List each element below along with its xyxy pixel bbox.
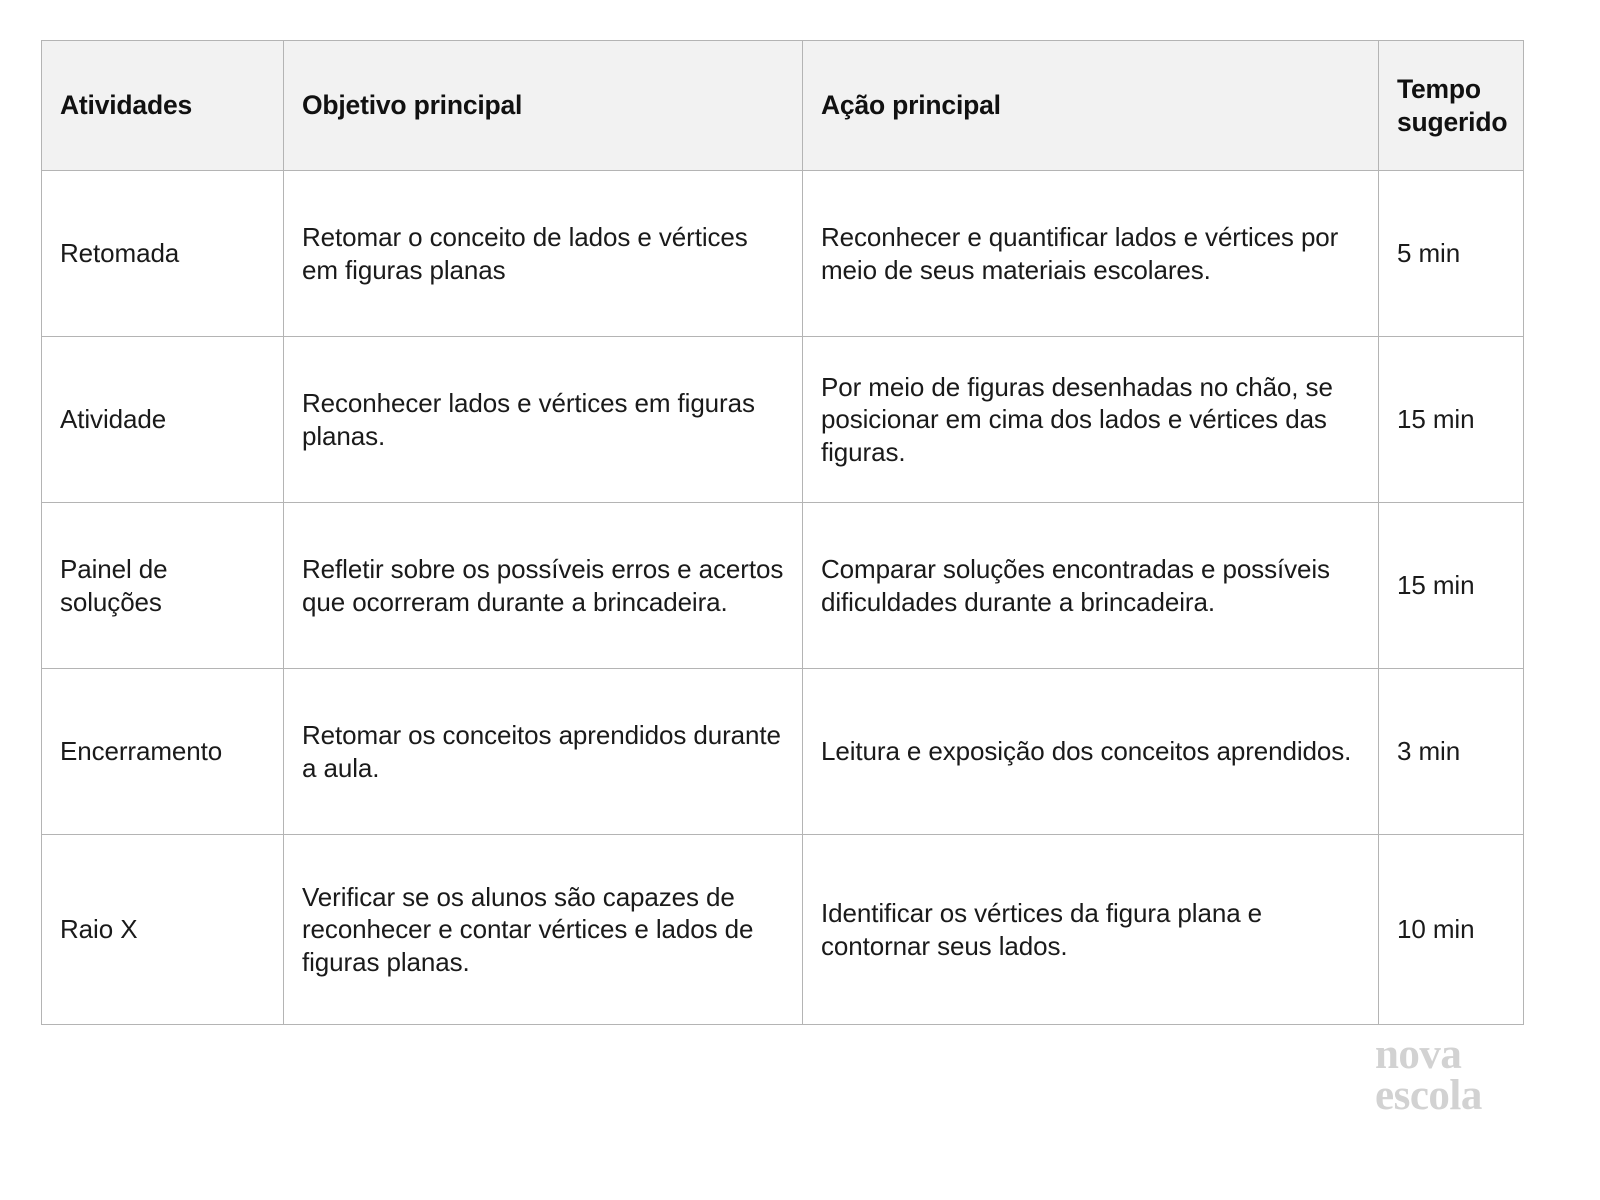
cell-tempo: 15 min: [1379, 337, 1524, 503]
lesson-plan-table: [41, 40, 1524, 1025]
lesson-plan-table-container: [41, 40, 1523, 1025]
cell-objetivo: Verificar se os alunos são capazes de reconhecer e contar vértices e lados de figuras planas.: [284, 835, 803, 1025]
cell-objetivo: Retomar os conceitos aprendidos durante a aula.: [284, 669, 803, 835]
cell-acao: Identificar os vértices da figura plana e contornar seus lados.: [803, 835, 1379, 1025]
table-row: [42, 669, 1524, 835]
table-row: [42, 337, 1524, 503]
cell-objetivo: Reconhecer lados e vértices em figuras planas.: [284, 337, 803, 503]
table-row: [42, 835, 1524, 1025]
table-row: [42, 503, 1524, 669]
cell-tempo: 10 min: [1379, 835, 1524, 1025]
table-row: [42, 171, 1524, 337]
cell-tempo: 5 min: [1379, 171, 1524, 337]
logo-line-nova: nova: [1375, 1031, 1462, 1078]
cell-atividade: Encerramento: [42, 669, 284, 835]
cell-objetivo: Retomar o conceito de lados e vértices em figuras planas: [284, 171, 803, 337]
cell-acao: Leitura e exposição dos conceitos aprendidos.: [803, 669, 1379, 835]
cell-tempo: 3 min: [1379, 669, 1524, 835]
column-header-acao-principal: Ação principal: [803, 41, 1379, 171]
column-header-atividades: Atividades: [42, 41, 284, 171]
cell-objetivo: Refletir sobre os possíveis erros e acertos que ocorreram durante a brincadeira.: [284, 503, 803, 669]
table-body: [42, 171, 1524, 1025]
cell-atividade: Raio X: [42, 835, 284, 1025]
nova-escola-logo: [1375, 1031, 1525, 1119]
column-header-objetivo-principal: Objetivo principal: [284, 41, 803, 171]
cell-acao: Por meio de figuras desenhadas no chão, se posicionar em cima dos lados e vértices das figuras.: [803, 337, 1379, 503]
column-header-tempo-sugerido: Tempo sugerido: [1379, 41, 1524, 171]
table-header: [42, 41, 1524, 171]
cell-atividade: Retomada: [42, 171, 284, 337]
cell-acao: Reconhecer e quantificar lados e vértices por meio de seus materiais escolares.: [803, 171, 1379, 337]
cell-tempo: 15 min: [1379, 503, 1524, 669]
cell-acao: Comparar soluções encontradas e possíveis dificuldades durante a brincadeira.: [803, 503, 1379, 669]
cell-atividade: Painel de soluções: [42, 503, 284, 669]
cell-atividade: Atividade: [42, 337, 284, 503]
logo-line-escola: escola: [1375, 1071, 1482, 1119]
table-header-row: [42, 41, 1524, 171]
